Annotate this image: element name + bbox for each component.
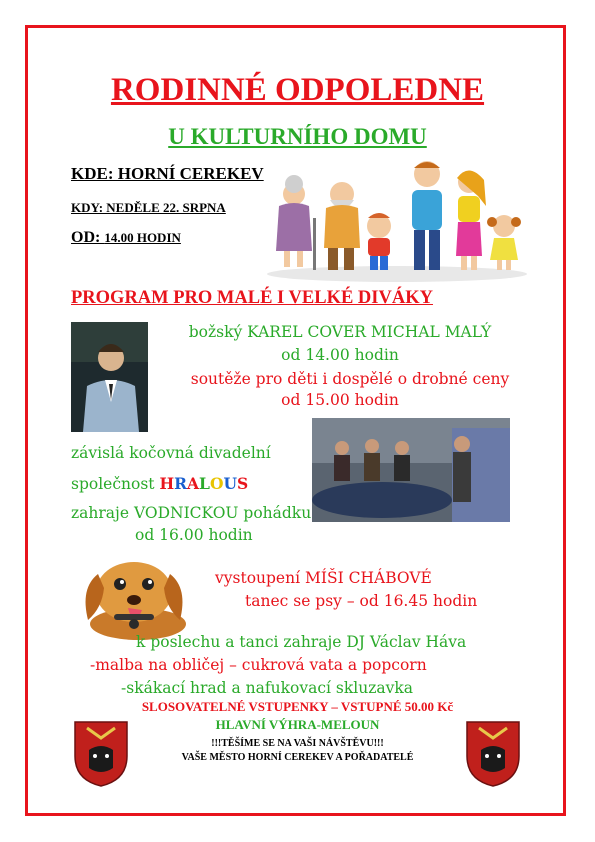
hralous-letter: O: [209, 474, 224, 493]
family-illustration: [264, 156, 530, 282]
program-souteze-time: od 15.00 hodin: [281, 391, 399, 409]
event-subtitle: U KULTURNÍHO DOMU: [168, 124, 427, 149]
time-value: 14.00 HODIN: [104, 230, 181, 245]
theatre-line-2: [71, 474, 248, 493]
program-souteze: soutěže pro děti i dospělé o drobné ceny: [190, 370, 510, 388]
program-karel-time: od 14.00 hodin: [281, 346, 399, 364]
theatre-time: od 16.00 hodin: [135, 526, 253, 544]
program-title: PROGRAM PRO MALÉ I VELKÉ DIVÁKY: [71, 288, 433, 308]
event-title: RODINNÉ ODPOLEDNE: [110, 72, 485, 108]
program-misa: vystoupení MÍŠI CHÁBOVÉ: [215, 569, 432, 587]
hralous-letter: S: [236, 474, 249, 493]
main-prize-line: HLAVNÍ VÝHRA-MELOUN: [215, 717, 380, 732]
program-malba: -malba na obličej – cukrová vata a popcorn: [90, 656, 427, 674]
venue-line: KDE: HORNÍ CEREKEV: [71, 164, 264, 183]
hralous-letter: H: [159, 474, 175, 493]
theatre-line-3: zahraje VODNICKOU pohádku: [71, 504, 312, 522]
dog-illustration: [74, 548, 200, 642]
theatre-prefix: společnost: [71, 475, 160, 493]
time-line: [71, 229, 181, 247]
program-hrad: -skákací hrad a nafukovací skluzavka: [121, 679, 413, 697]
tickets-line: SLOSOVATELNÉ VSTUPENKY – VSTUPNÉ 50.00 Kč: [141, 699, 454, 714]
organizer-line: VAŠE MĚSTO HORNÍ CEREKEV A POŘADATELÉ: [181, 752, 414, 763]
hralous-letter: L: [199, 474, 210, 493]
time-label: OD:: [71, 229, 105, 246]
date-line: KDY: NEDĚLE 22. SRPNA: [71, 200, 226, 215]
coat-of-arms-left: [73, 720, 129, 788]
coat-of-arms-right: [465, 720, 521, 788]
hralous-letter: U: [223, 474, 237, 493]
theatre-line-1: závislá kočovná divadelní: [71, 444, 271, 462]
welcome-line: !!!TĚŠÍME SE NA VAŠI NÁVŠTĚVU!!!: [211, 738, 384, 749]
program-karel: božský KAREL COVER MICHAL MALÝ: [188, 323, 492, 341]
singer-photo: [71, 322, 148, 432]
program-misa-time: tanec se psy – od 16.45 hodin: [245, 592, 478, 610]
hralous-letter: R: [174, 474, 187, 493]
hralous-letter: A: [187, 474, 200, 493]
theatre-photo: [312, 418, 510, 522]
program-dj: k poslechu a tanci zahraje DJ Václav Háva: [136, 633, 467, 651]
